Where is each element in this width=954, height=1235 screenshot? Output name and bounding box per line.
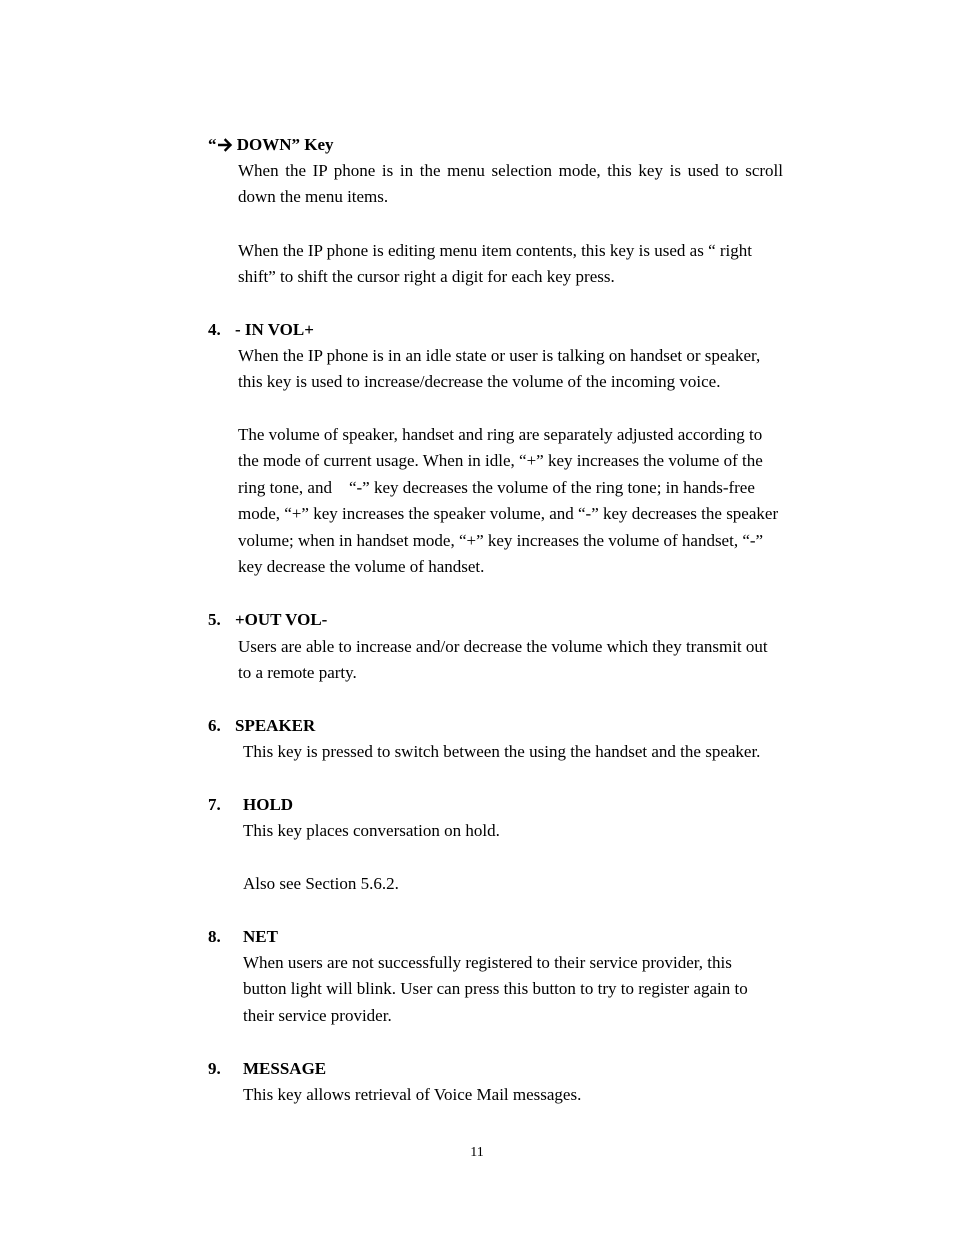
section-5-heading bbox=[208, 607, 327, 633]
section-7-heading bbox=[208, 792, 293, 818]
down-key-title: DOWN” Key bbox=[232, 135, 334, 154]
page-number: 11 bbox=[470, 1145, 484, 1160]
right-arrow-icon bbox=[218, 134, 233, 160]
down-key-heading bbox=[208, 132, 334, 160]
section-4-paragraph-2: The volume of speaker, handset and ring are separately adjusted according to the mode of current usage. When in idle, “+” key increases the volume of the ring tone, and “-” key decreases the volume of the ring tone; in hands-free mode, “+” key increases the speaker volume, and “-” key decreases the speaker volume; when in handset mode, “+” key increases the volume of handset, “-” key decrease the volume of handset. bbox=[238, 425, 783, 577]
section-title: NET bbox=[243, 927, 278, 946]
section-title: SPEAKER bbox=[235, 716, 316, 735]
section-6-heading bbox=[208, 713, 315, 739]
section-7-paragraph-2: Also see Section 5.6.2. bbox=[243, 874, 399, 893]
section-4-paragraph-1: When the IP phone is in an idle state or user is talking on handset or speaker, this key is used to increase/decrease the volume of the incoming voice. bbox=[238, 346, 761, 392]
section-8-heading bbox=[208, 924, 278, 950]
section-9-paragraph-1: This key allows retrieval of Voice Mail messages. bbox=[243, 1085, 582, 1104]
down-key-paragraph-2: When the IP phone is editing menu item contents, this key is used as “ right shift” to shift the cursor right a digit for each key press. bbox=[238, 241, 753, 287]
section-number: 6. bbox=[208, 716, 221, 735]
section-number: 4. bbox=[208, 320, 221, 339]
section-4-heading bbox=[208, 317, 314, 343]
section-title: +OUT VOL- bbox=[235, 610, 328, 629]
down-key-paragraph-1: When the IP phone is in the menu selection mode, this key is used to scroll down the menu items. bbox=[238, 161, 783, 207]
section-7-paragraph-1: This key places conversation on hold. bbox=[243, 821, 500, 840]
section-5-paragraph-1: Users are able to increase and/or decrease the volume which they transmit out to a remote party. bbox=[238, 637, 768, 683]
section-number: 5. bbox=[208, 610, 221, 629]
section-6-paragraph-1: This key is pressed to switch between the using the handset and the speaker. bbox=[243, 742, 761, 761]
heading-open-quote: “ bbox=[208, 135, 217, 154]
section-title: - IN VOL+ bbox=[235, 320, 314, 339]
section-title: MESSAGE bbox=[243, 1059, 327, 1078]
section-number: 9. bbox=[208, 1059, 221, 1078]
section-9-heading bbox=[208, 1056, 326, 1082]
section-title: HOLD bbox=[243, 795, 294, 814]
section-number: 8. bbox=[208, 927, 221, 946]
section-number: 7. bbox=[208, 795, 221, 814]
section-8-paragraph-1: When users are not successfully registered to their service provider, this button light will blink. User can press this button to try to register again to their service provider. bbox=[243, 953, 748, 1025]
